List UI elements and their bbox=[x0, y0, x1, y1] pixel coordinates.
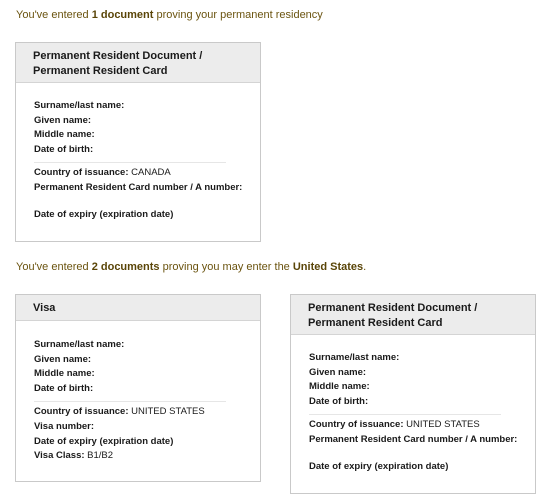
divider bbox=[34, 162, 226, 163]
country-row: Country of issuance: CANADA bbox=[34, 167, 171, 179]
permanent-residency-summary bbox=[16, 9, 323, 21]
given-name-row: Given name: bbox=[34, 353, 92, 365]
expiry-row: Date of expiry (expiration date) bbox=[34, 208, 174, 220]
card-title: Permanent Resident Document / bbox=[308, 302, 478, 314]
given-name-row: Given name: bbox=[34, 114, 92, 126]
summary-text: proving your permanent residency bbox=[153, 9, 323, 21]
dob-row: Date of birth: bbox=[34, 382, 94, 394]
document-count: 2 documents bbox=[91, 261, 160, 273]
card-header bbox=[16, 295, 260, 321]
visa-number-row: Visa number: bbox=[34, 420, 95, 432]
surname-row: Surname/last name: bbox=[309, 352, 400, 363]
expiry-row: Date of expiry (expiration date) bbox=[34, 435, 174, 447]
card-body bbox=[291, 335, 535, 474]
visa-class-row: Visa Class: B1/B2 bbox=[34, 450, 114, 462]
visa-card bbox=[15, 294, 261, 482]
divider bbox=[34, 401, 226, 402]
card-title: Permanent Resident Document / bbox=[33, 50, 203, 62]
card-header bbox=[291, 295, 535, 335]
destination-country: United States bbox=[292, 261, 364, 273]
summary-text: You've entered bbox=[16, 261, 92, 273]
country-row: Country of issuance: UNITED STATES bbox=[34, 406, 205, 418]
dob-row: Date of birth: bbox=[309, 395, 369, 407]
dob-row: Date of birth: bbox=[34, 143, 94, 155]
spacer bbox=[309, 448, 535, 460]
summary-text: . bbox=[363, 261, 367, 273]
expiry-row: Date of expiry (expiration date) bbox=[309, 460, 449, 472]
surname-row: Surname/last name: bbox=[34, 100, 125, 111]
surname-row: Surname/last name: bbox=[34, 339, 125, 350]
document-count: 1 document bbox=[91, 9, 154, 21]
card-title: Visa bbox=[33, 302, 56, 314]
card-title: Permanent Resident Card bbox=[308, 317, 443, 329]
card-number-row: Permanent Resident Card number / A number: bbox=[309, 433, 518, 445]
divider bbox=[309, 414, 501, 415]
given-name-row: Given name: bbox=[309, 366, 367, 378]
card-body bbox=[16, 321, 260, 464]
summary-text: proving you may enter the bbox=[159, 261, 293, 273]
middle-name-row: Middle name: bbox=[34, 129, 95, 141]
card-number-row: Permanent Resident Card number / A number: bbox=[34, 181, 243, 193]
country-row: Country of issuance: UNITED STATES bbox=[309, 419, 480, 431]
summary-text: You've entered bbox=[16, 9, 92, 21]
middle-name-row: Middle name: bbox=[309, 381, 370, 393]
entry-documents-summary bbox=[16, 261, 366, 273]
card-header bbox=[16, 43, 260, 83]
card-title: Permanent Resident Card bbox=[33, 65, 168, 77]
middle-name-row: Middle name: bbox=[34, 368, 95, 380]
card-body bbox=[16, 83, 260, 222]
permanent-resident-card-1 bbox=[15, 42, 261, 242]
spacer bbox=[34, 196, 260, 208]
permanent-resident-card-2 bbox=[290, 294, 536, 494]
